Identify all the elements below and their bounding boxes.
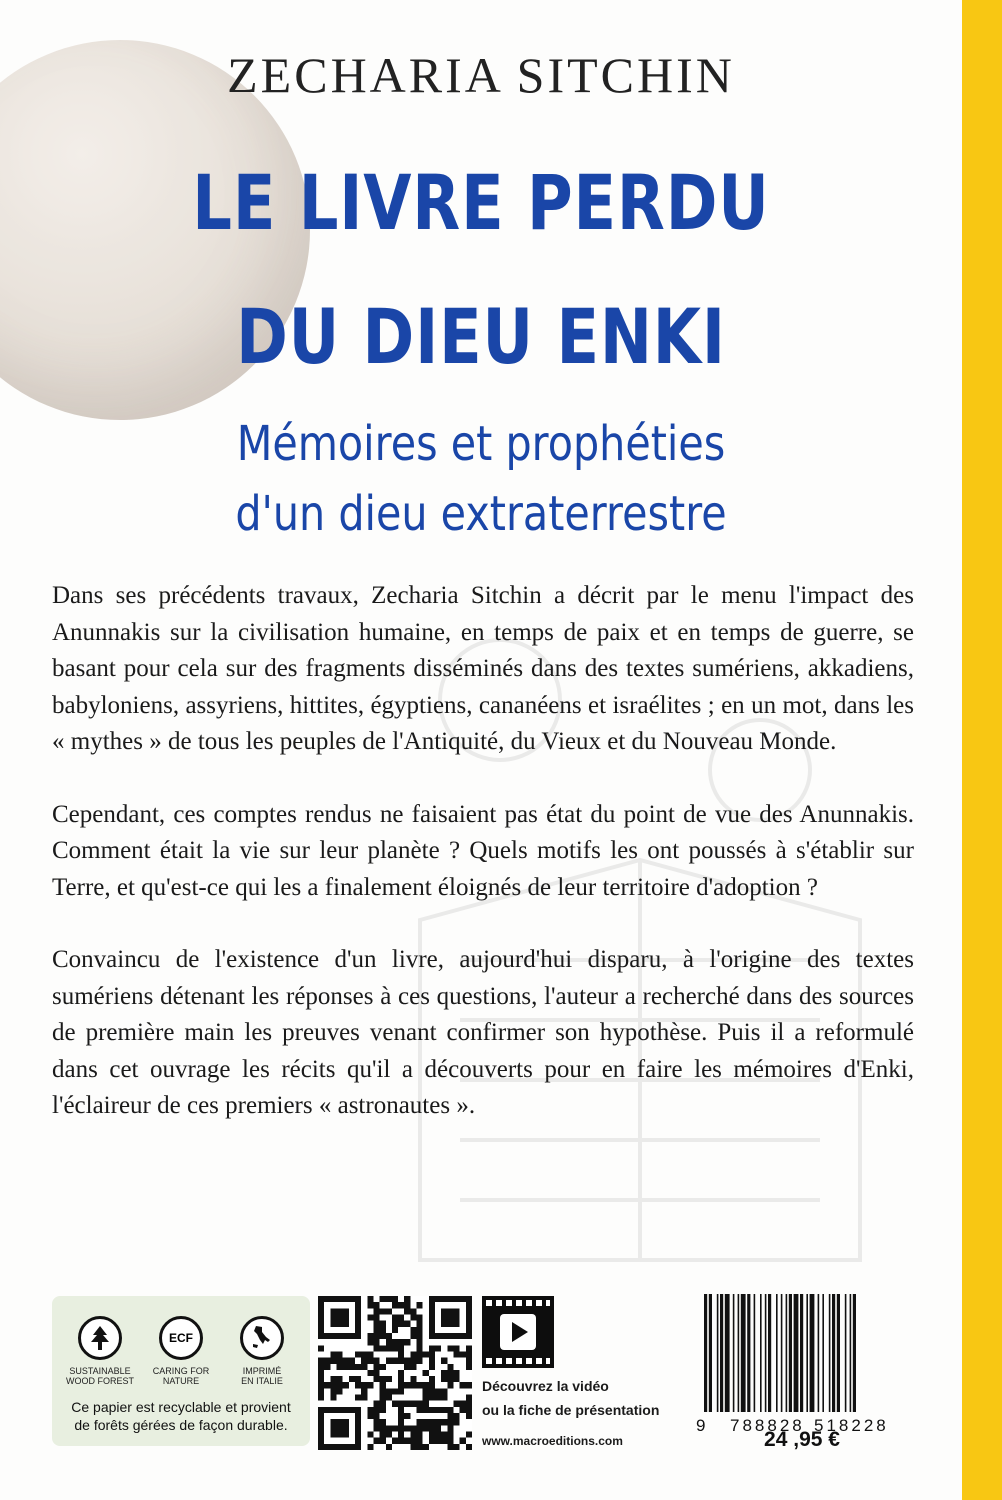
eco-logo-italy [222,1316,302,1386]
price-label: 24 ,95 € [764,1428,840,1451]
isbn-barcode: 9 788828 518228 [702,1294,898,1454]
publisher-website-link[interactable]: www.macroeditions.com [482,1434,623,1448]
blurb-paragraph: Convaincu de l'existence d'un livre, aujourd'hui disparu, à l'origine des textes sumériens détenant les réponses à ces questions, l'auteur a recherché dans des sources de première main les preuves venant confirmer son hypothèse. Puis il a reformulé dans cet ouvrage les récits qu'il a découverts pour en faire les mémoires d'Enki, l'éclaireur de ces premiers « astronautes ». [52,946,914,1119]
eco-caption: SUSTAINABLE WOOD FOREST [66,1366,134,1386]
video-caption: Découvrez la vidéo ou la fiche de présentation [482,1378,660,1418]
tree-icon [78,1316,122,1360]
book-title-line-1: LE LIVRE PERDU [192,158,770,247]
book-subtitle-line-2: d'un dieu extraterrestre [235,486,727,542]
barcode-bars [702,1294,898,1418]
book-title-line-2: DU DIEU ENKI [236,292,726,381]
eco-caption: CARING FOR NATURE [152,1366,210,1386]
video-play-icon[interactable] [482,1296,554,1368]
qr-code[interactable] [318,1296,472,1450]
blurb-text [52,578,914,1161]
blurb-paragraph: Dans ses précédents travaux, Zecharia Sitchin a décrit par le menu l'impact des Anunnakis sur la civilisation humaine, en temps de paix et en temps de guerre, se basant pour cela sur des fragments disséminés dans des textes sumériens, akkadiens, babyloniens, assyriens, hittites, égyptiens, cananéens et israélites ; en un mot, dans les « mythes » de tous les peuples de l'Antiquité, du Vieux et du Nouveau Monde. [52,582,914,755]
eco-certification-box [52,1296,310,1446]
eco-caption: IMPRIMÉ EN ITALIE [241,1366,283,1386]
author-name: ZECHARIA SITCHIN [227,47,735,103]
spine-strip [962,0,1002,1500]
ecf-icon: ECF [159,1316,203,1360]
eco-logo-caring [141,1316,221,1386]
italy-map-icon [240,1316,284,1360]
blurb-paragraph: Cependant, ces comptes rendus ne faisaient pas état du point de vue des Anunnakis. Comment était la vie sur leur planète ? Quels motifs les ont poussés à s'établir sur Terre, et qu'est-ce qui les a finalement éloignés de leur territoire d'adoption ? [52,800,914,901]
recycling-note: Ce papier est recyclable et provient de forêts gérées de façon durable. [71,1399,291,1433]
book-subtitle-line-1: Mémoires et prophéties [236,416,726,472]
eco-logo-sustainable [60,1316,140,1386]
